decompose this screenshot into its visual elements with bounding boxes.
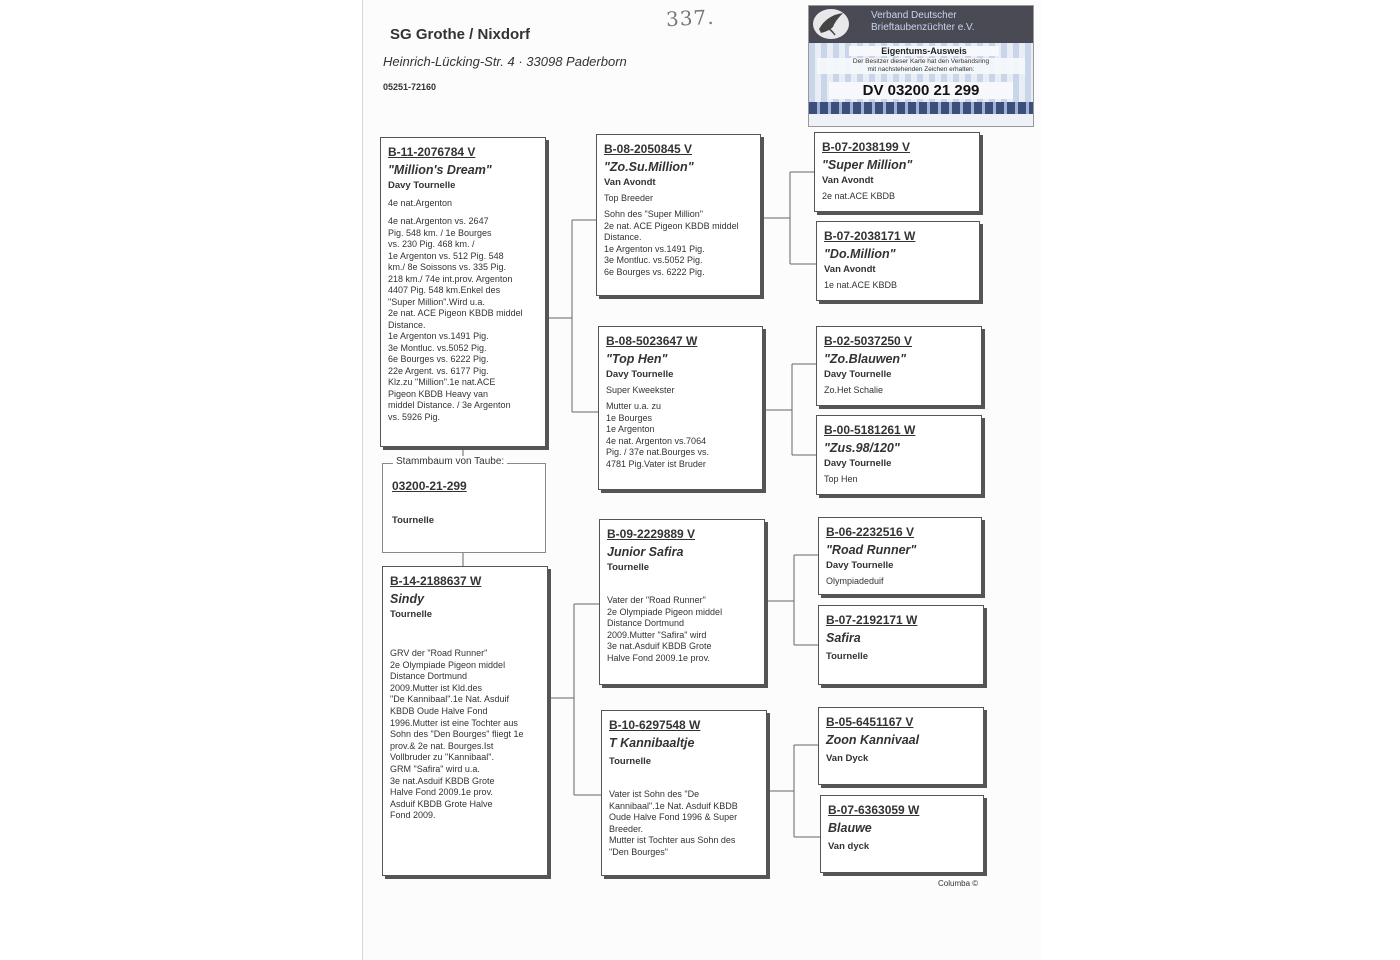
mother-mother-box [601, 710, 767, 876]
mff-box [818, 517, 982, 595]
ring-number: B-10-6297548 W [609, 718, 701, 732]
father-father-box [596, 134, 761, 296]
fmm-box [816, 415, 982, 495]
description: Sohn des "Super Million" 2e nat. ACE Pigeon KBDB middel Distance. 1e Argenton vs.1491 Pig. 3e Montluc. vs.5052 Pig. 6e Bourges vs. 6222 Pig. [604, 209, 739, 277]
breeder: Van Avondt [604, 177, 656, 188]
description: 4e nat.Argenton vs. 2647 Pig. 548 km. / 1e Bourges vs. 230 Pig. 468 km. / 1e Argenton vs. 512 Pig. 548 km./ 8e Soissons vs. 335 Pig. 218 km./ 74e int.prov. Argenton 4407 Pig. 548 km.Enkel des "Super Million".Wird u.a. 2e nat. ACE Pigeon KBDB middel Distance. 1e Argenton vs.1491 Pig. 3e Montluc. vs.5052 Pig. 6e Bourges vs. 6222 Pig. 22e Argent. vs. 6177 Pig. Klz.zu "Million".1e nat.ACE Pigeon KBDB Heavy van middel Distance. / 3e Argenton vs. 5926 Pig. [388, 216, 523, 422]
ring-number: B-09-2229889 V [607, 527, 696, 541]
breeder: Van dyck [828, 841, 870, 852]
card-title: Eigentums-Ausweis [849, 46, 999, 56]
pigeon-name: "Zo.Su.Million" [604, 160, 694, 174]
father-box [380, 137, 546, 447]
card-subtitle: Der Besitzer dieser Karte hat den Verbandsring mit nachstehenden Zeichen erhalten: [817, 58, 1025, 74]
pigeon-name: Safira [826, 631, 861, 645]
pigeon-name: T Kannibaaltje [609, 736, 695, 750]
mmm-box [820, 795, 984, 873]
breeder: Davy Tournelle [824, 458, 892, 469]
breeder: Van Avondt [824, 264, 876, 275]
handwritten-note: 337. [665, 4, 716, 32]
note: Top Breeder [604, 193, 654, 203]
ring-number: B-08-2050845 V [604, 142, 693, 156]
breeder: Van Avondt [822, 175, 874, 186]
ffm-box [816, 221, 980, 301]
note: 1e nat.ACE KBDB [824, 280, 898, 290]
ring-number: B-11-2076784 V [388, 145, 476, 159]
subject-breeder: Tournelle [392, 515, 435, 526]
breeder: Davy Tournelle [824, 369, 892, 380]
breeder: Davy Tournelle [826, 560, 894, 571]
subject-ring: 03200-21-299 [392, 479, 467, 493]
pigeon-name: Blauwe [828, 821, 872, 835]
mother-box [382, 566, 548, 876]
ring-number: B-07-2192171 W [826, 613, 918, 627]
subject-label: Stammbaum von Taube: [393, 456, 507, 467]
note: 2e nat.ACE KBDB [822, 191, 896, 201]
note: Top Hen [824, 474, 858, 484]
breeder: Tournelle [826, 651, 869, 662]
note: 4e nat.Argenton [388, 198, 453, 208]
note: Super Kweekster [606, 385, 675, 395]
ring-number: B-05-6451167 V [826, 715, 914, 729]
ring-number: B-06-2232516 V [826, 525, 915, 539]
loft-name: SG Grothe / Nixdorf [390, 26, 531, 43]
ring-number: B-14-2188637 W [390, 574, 482, 588]
breeder: Tournelle [609, 756, 652, 767]
father-mother-box [598, 326, 763, 490]
ring-number: B-00-5181261 W [824, 423, 916, 437]
breeder: Davy Tournelle [606, 369, 674, 380]
loft-address: Heinrich-Lücking-Str. 4 · 33098 Paderborn [383, 54, 627, 69]
note: Olympiadeduif [826, 576, 884, 586]
breeder: Tournelle [607, 562, 650, 573]
ring-number: B-07-6363059 W [828, 803, 920, 817]
ring-number: B-02-5037250 V [824, 334, 913, 348]
fff-box [814, 132, 980, 212]
pigeon-name: Junior Safira [607, 545, 684, 559]
pigeon-name: Sindy [390, 592, 425, 606]
card-organization: Verband Deutscher Brieftaubenzüchter e.V. [871, 10, 975, 33]
description: Vater der "Road Runner" 2e Olympiade Pigeon middel Distance Dortmund 2009.Mutter "Safira" wird 3e nat.Asduif KBDB Grote Halve Fond 2009.1e prov. [607, 595, 723, 663]
ring-number: B-08-5023647 W [606, 334, 698, 348]
description: Vater ist Sohn des "De Kannibaal".1e Nat. Asduif KBDB Oude Halve Fond 1996 & Super Breeder. Mutter ist Tochter aus Sohn des "Den Bourges" [609, 789, 738, 857]
mmf-box [818, 707, 984, 785]
fmf-box [816, 326, 982, 406]
description: GRV der "Road Runner" 2e Olympiade Pigeon middel Distance Dortmund 2009.Mutter ist Kld.des "De Kannibaal".1e Nat. Asduif KBDB Oude Halve Fond 1996.Mutter ist eine Tochter aus Sohn des "Den Bourges" fliegt 1e prov.& 2e nat. Bourges.Ist Vollbruder zu "Kannibaal". GRM "Safira" wird u.a. 3e nat.Asduif KBDB Grote Halve Fond 2009.1e prov. Asduif KBDB Grote Halve Fond 2009. [390, 648, 524, 821]
pigeon-name: "Super Million" [822, 158, 913, 172]
pigeon-name: "Zus.98/120" [824, 441, 900, 455]
ring-number: B-07-2038199 V [822, 140, 911, 154]
pigeon-name: "Do.Million" [824, 247, 896, 261]
pigeon-name: Zoon Kannivaal [826, 733, 920, 747]
pigeon-name: "Million's Dream" [388, 163, 492, 177]
subject-box [382, 456, 546, 553]
footer-credit: Columba © [938, 879, 979, 888]
breeder: Tournelle [390, 609, 433, 620]
mother-father-box [599, 519, 765, 685]
card-ring-number: DV 03200 21 299 [829, 82, 1013, 99]
mfm-box [818, 605, 984, 685]
note: Zo.Het Schalie [824, 385, 884, 395]
ring-number: B-07-2038171 W [824, 229, 916, 243]
description: Mutter u.a. zu 1e Bourges 1e Argenton 4e nat. Argenton vs.7064 Pig. / 37e nat.Bourges vs. 4781 Pig.Vater ist Bruder [606, 401, 710, 469]
breeder: Van Dyck [826, 753, 869, 764]
pigeon-name: "Road Runner" [826, 543, 917, 557]
pigeon-name: "Top Hen" [606, 352, 668, 366]
loft-phone: 05251-72160 [383, 82, 437, 92]
breeder: Davy Tournelle [388, 180, 456, 191]
pigeon-name: "Zo.Blauwen" [824, 352, 906, 366]
